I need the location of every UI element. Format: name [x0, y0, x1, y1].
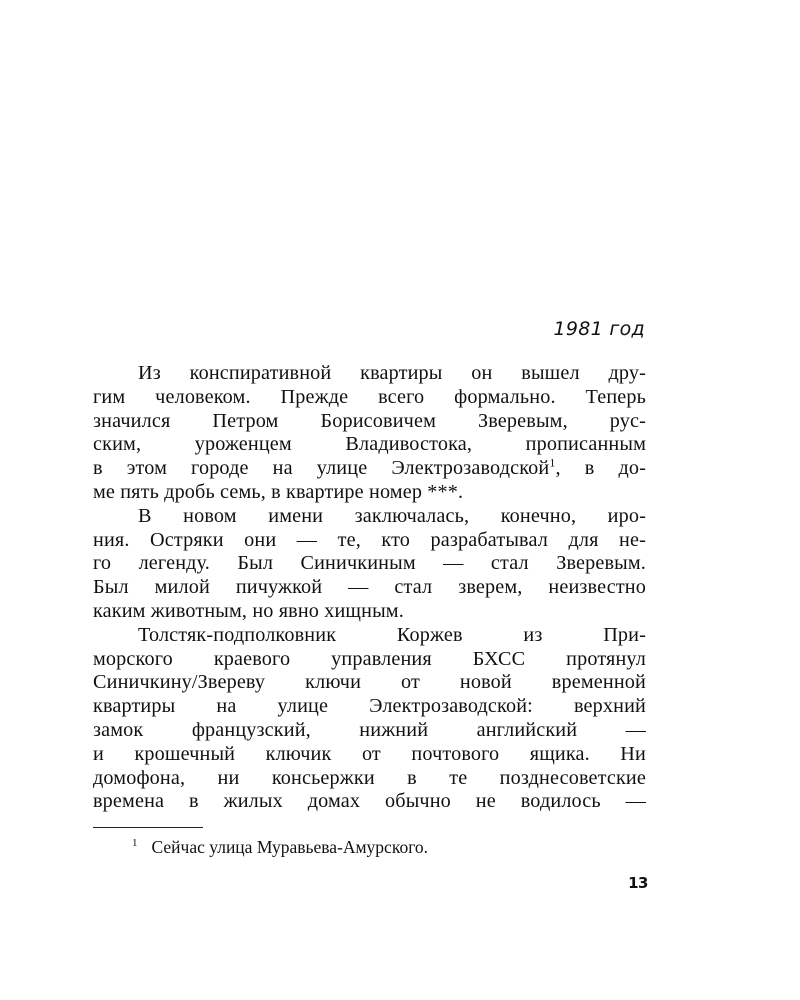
text-line: Из конспиративной квартиры он вышел дру-: [138, 362, 646, 384]
text-line: времена в жилых домах обычно не водилось —: [93, 790, 646, 813]
text-line: В новом имени заключалась, конечно, иро-: [138, 504, 646, 527]
text-line: ния. Остряки они — те, кто разрабатывал для не-: [93, 528, 646, 551]
footnote-text: Сейчас улица Муравьева-Амурского.: [151, 837, 429, 857]
text-line: замок французский, нижний английский —: [93, 718, 646, 741]
text-line: домофона, ни консьержки в те позднесоветские: [93, 766, 646, 789]
text-line: го легенду. Был Синичкиным — стал Зверевым.: [93, 552, 646, 575]
footnote-mark: 1: [132, 837, 138, 850]
body-text: [93, 362, 646, 814]
page-number: 13: [628, 874, 648, 892]
text-line: Был милой пичужкой — стал зверем, неизвестно: [93, 576, 646, 599]
text-line: Синичкину/Звереву ключи от новой временной: [93, 671, 646, 694]
text-line: каким животным, но явно хищным.: [93, 599, 404, 622]
text-line: квартиры на улице Электрозаводской: верхний: [93, 695, 646, 718]
footnote-reference: 1: [549, 455, 556, 470]
text-line-end: , в до-: [555, 457, 646, 480]
text-line-with-footnote: [93, 457, 646, 481]
text-line-start: в этом городе на улице Электрозаводской: [93, 457, 550, 480]
text-line: ским, уроженцем Владивостока, прописанным: [93, 433, 646, 456]
text-line: Толстяк-подполковник Коржев из При-: [138, 623, 646, 646]
text-line: ме пять дробь семь, в квартире номер ***.: [93, 480, 464, 503]
footnote: [132, 836, 428, 858]
text-line: значился Петром Борисовичем Зверевым, рус-: [93, 409, 646, 432]
text-line: и крошечный ключик от почтового ящика. Ни: [93, 742, 646, 765]
text-line: гим человеком. Прежде всего формально. Теперь: [93, 385, 646, 408]
chapter-date-heading: 1981 год: [553, 318, 645, 340]
text-line: морского краевого управления БХСС протянул: [93, 647, 646, 670]
footnote-separator: [93, 827, 203, 828]
